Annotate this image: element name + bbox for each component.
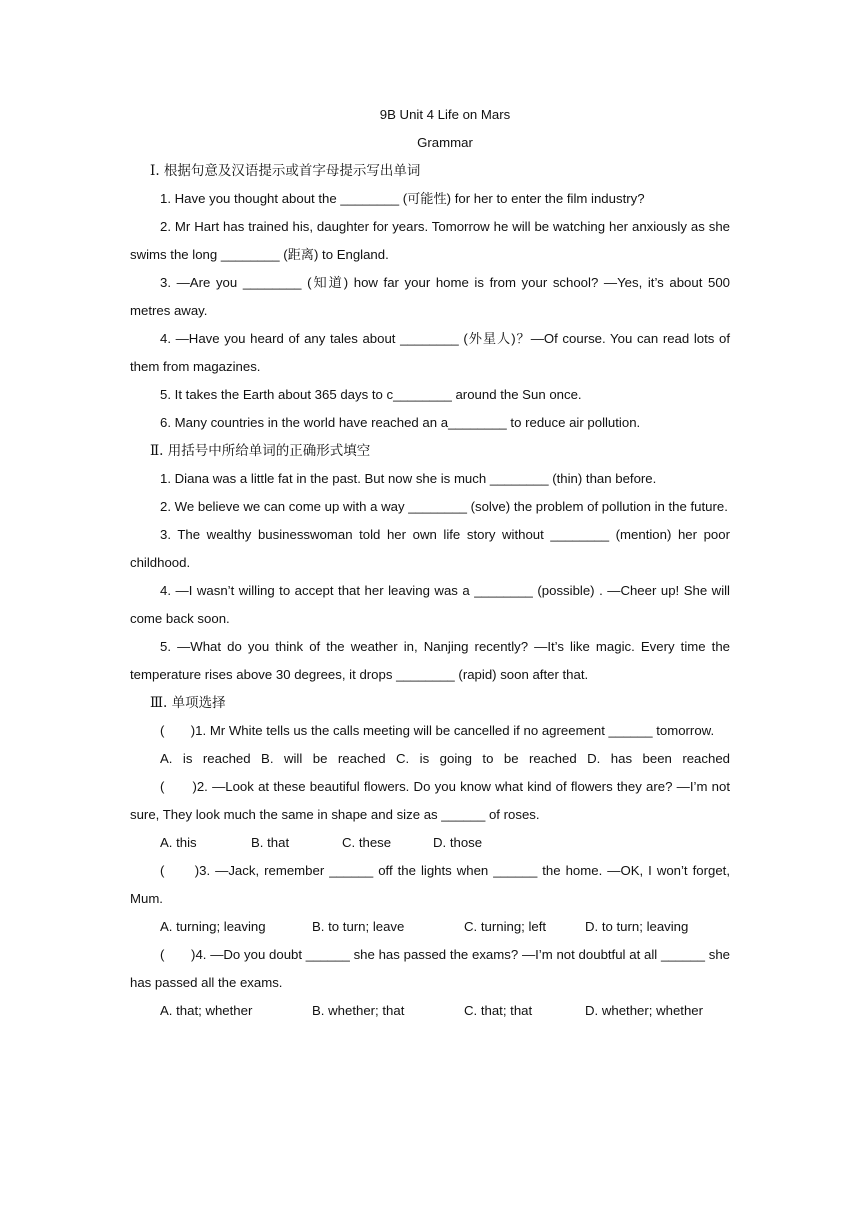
option-b: B. to turn; leave [312,919,405,934]
question: 4. —Have you heard of any tales about ________ (外星人)？—Of course. You can read lots of them from magazines. [130,331,730,374]
option-c: C. that; that [464,1003,533,1018]
section-heading-1: Ⅰ. 根据句意及汉语提示或首字母提示写出单词 [150,163,421,179]
question: 3. —Are you ________ (知道) how far your home is from your school? —Yes, it’s about 500 metres away. [130,275,730,318]
option-b: B. will be reached [261,751,386,766]
question: 1. Diana was a little fat in the past. But now she is much ________ (thin) than before. [160,471,657,486]
question: 2. We believe we can come up with a way ________ (solve) the problem of pollution in the future. [160,499,728,514]
mc-question: ( )1. Mr White tells us the calls meeting will be cancelled if no agreement ______ tomorrow. [160,723,715,738]
page-subtitle: Grammar [417,135,473,150]
option-b: B. that [251,835,290,850]
worksheet [130,101,730,1025]
option-c: C. turning; left [464,919,547,934]
section-heading-2: Ⅱ. 用括号中所给单词的正确形式填空 [150,443,371,459]
mc-question: ( )4. —Do you doubt ______ she has passed the exams? —I’m not doubtful at all ______ she has passed all the exams. [130,947,730,990]
option-a: A. turning; leaving [160,919,266,934]
mc-options [130,745,730,773]
question: 5. —What do you think of the weather in, Nanjing recently? —It’s like magic. Every time the temperature rises above 30 degrees, it drops ________ (rapid) soon after that. [130,639,730,682]
option-a: A. this [160,835,197,850]
mc-question: ( )3. —Jack, remember ______ off the lights when ______ the home. —OK, I won’t forget, Mum. [130,863,730,906]
question: 2. Mr Hart has trained his, daughter for years. Tomorrow he will be watching her anxiously as she swims the long ________ (距离) to England. [130,219,730,262]
page-title: 9B Unit 4 Life on Mars [379,107,511,122]
option-c: C. is going to be reached [396,751,577,766]
option-d: D. whether; whether [585,1003,704,1018]
option-a: A. that; whether [160,1003,253,1018]
option-d: D. has been reached [587,751,730,766]
option-b: B. whether; that [312,1003,405,1018]
question: 3. The wealthy businesswoman told her own life story without ________ (mention) her poor childhood. [130,527,730,570]
mc-options [130,997,730,1025]
option-d: D. those [433,835,483,850]
option-c: C. these [342,835,392,850]
mc-options [130,913,730,941]
question: 5. It takes the Earth about 365 days to c________ around the Sun once. [160,387,582,402]
mc-question: ( )2. —Look at these beautiful flowers. Do you know what kind of flowers they are? —I’m not sure, They look much the same in shape and size as ______ of roses. [130,779,730,822]
section-heading-3: Ⅲ. 单项选择 [150,695,226,711]
option-d: D. to turn; leaving [585,919,689,934]
question: 4. —I wasn’t willing to accept that her leaving was a ________ (possible) . —Cheer up! She will come back soon. [130,583,730,626]
mc-options [130,829,730,857]
question: 6. Many countries in the world have reached an a________ to reduce air pollution. [160,415,641,430]
option-a: A. is reached [160,751,251,766]
question: 1. Have you thought about the ________ (可能性) for her to enter the film industry? [160,191,645,206]
